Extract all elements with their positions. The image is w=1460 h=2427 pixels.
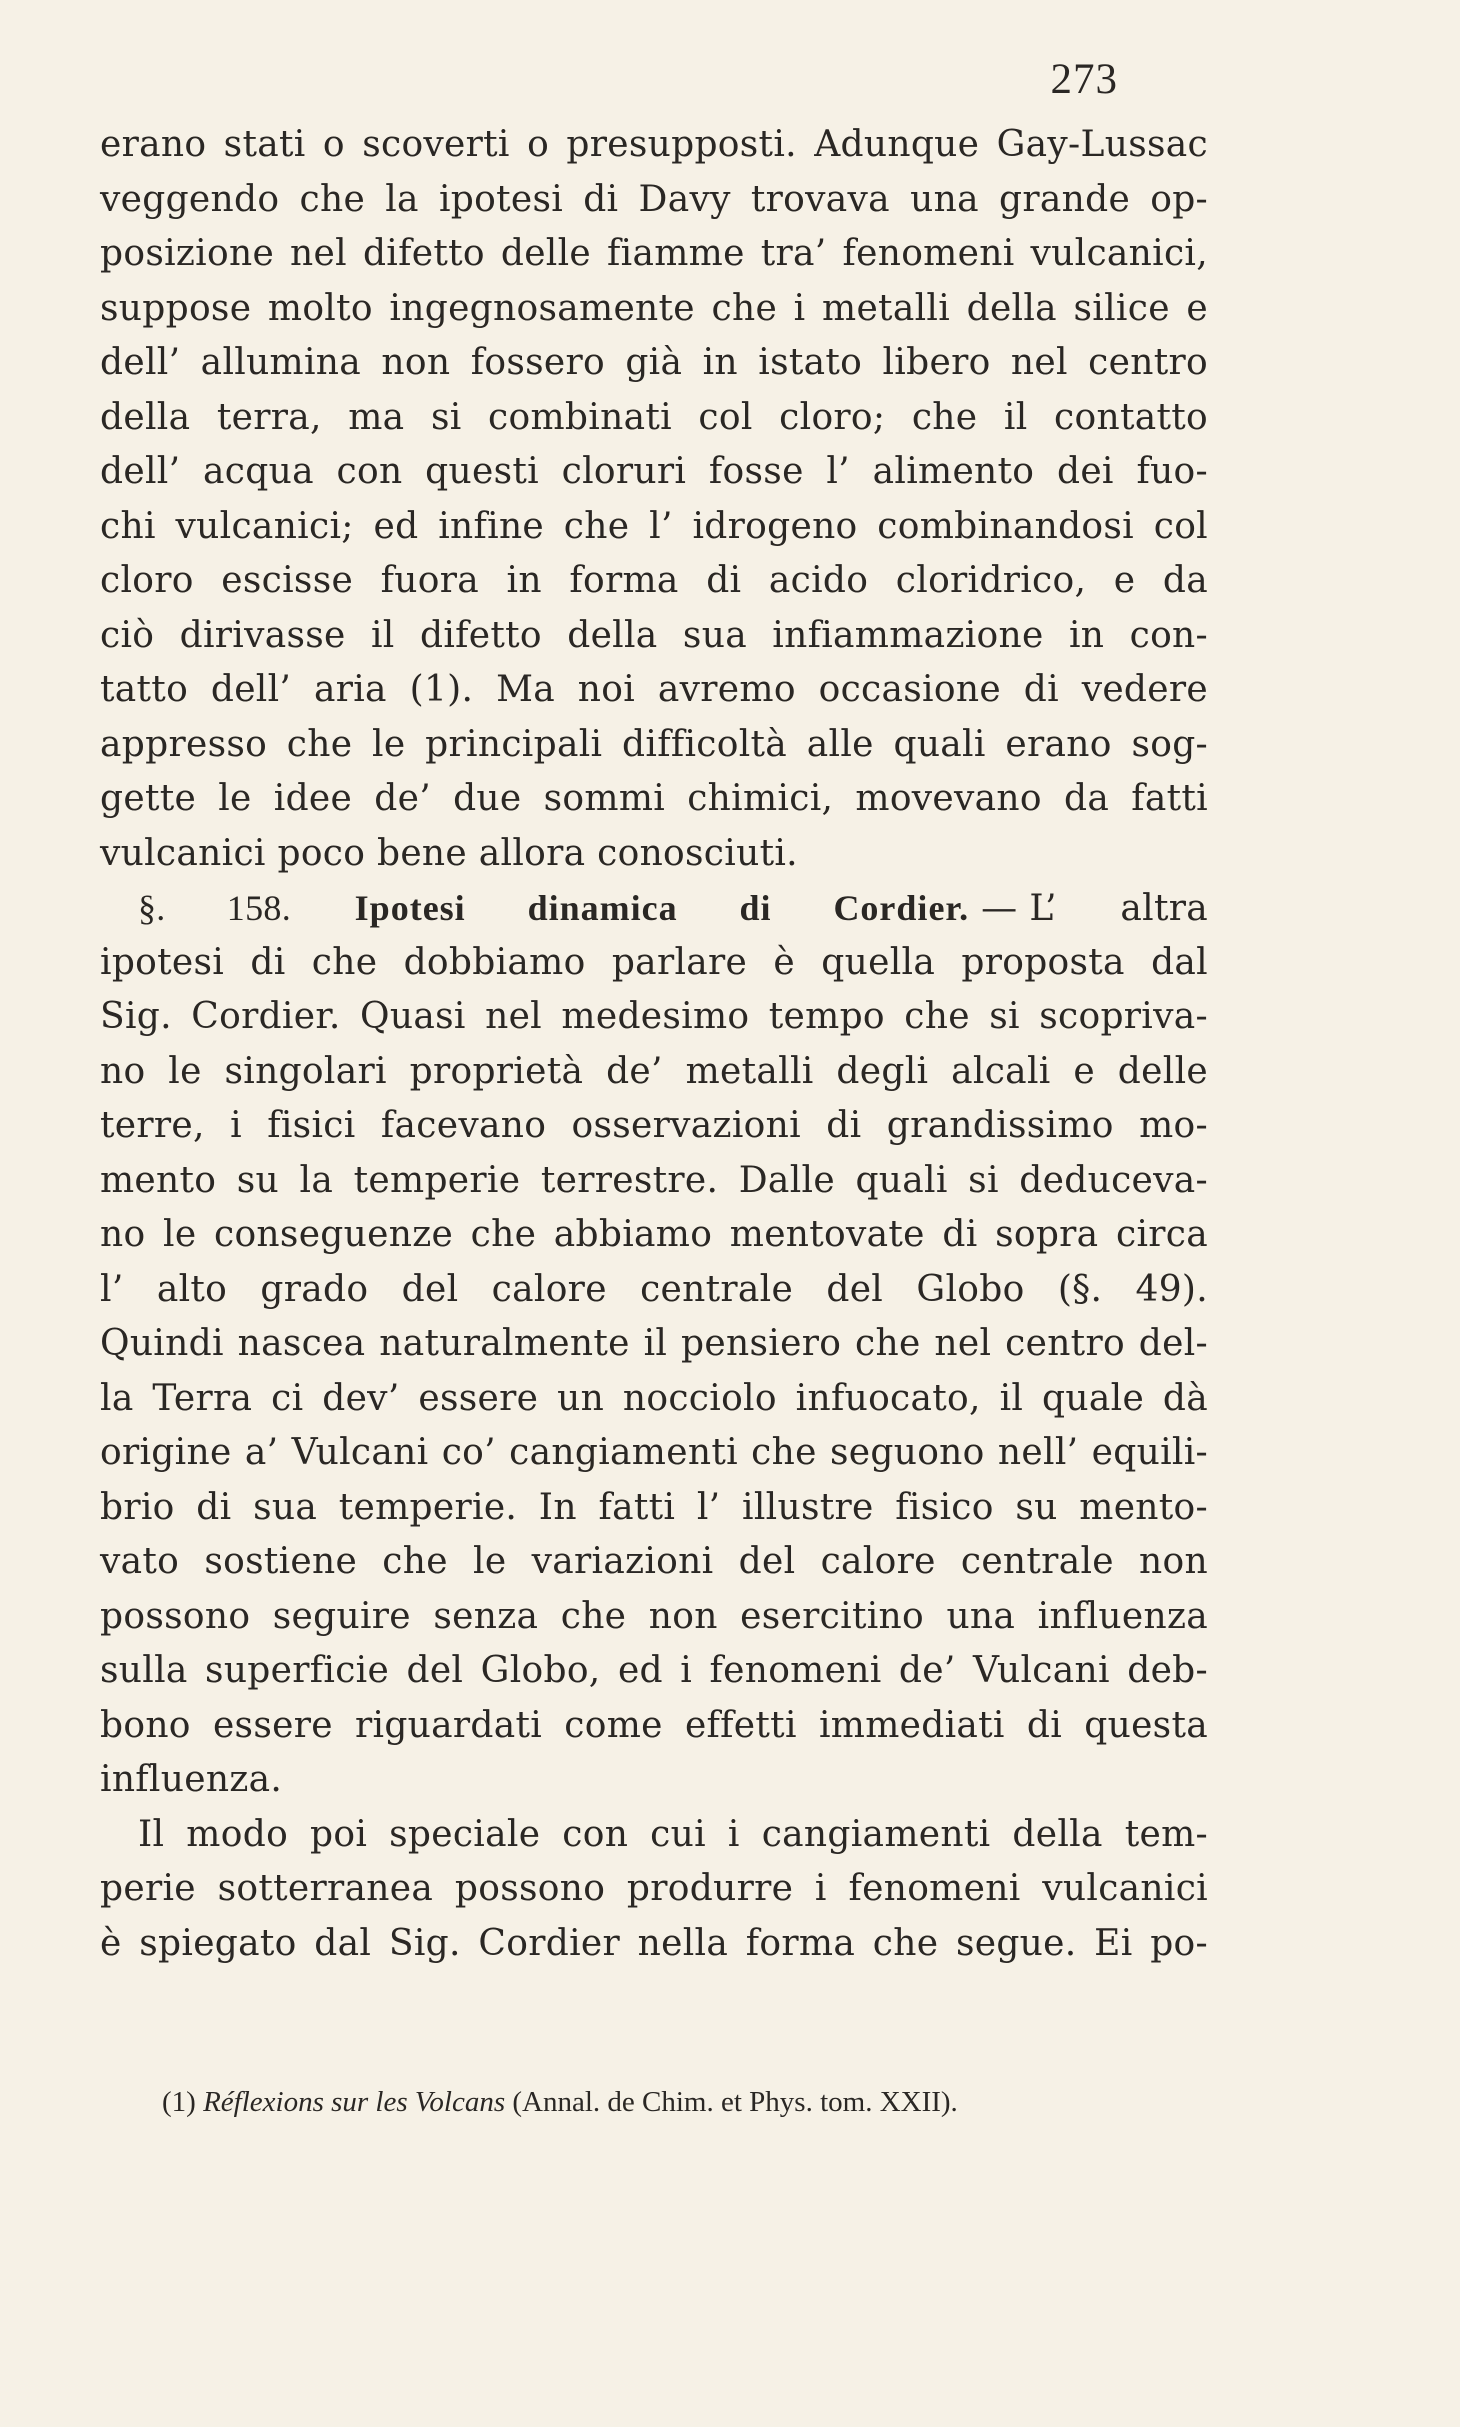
text-line: brio di sua temperie. In fatti l’ illustre fisico su mento- [100, 1486, 1208, 1528]
text-line: bono essere riguardati come effetti immediati di questa [100, 1704, 1208, 1746]
section-number: §. 158. [138, 888, 292, 928]
text-line: ciò dirivasse il difetto della sua infiammazione in con- [100, 614, 1208, 656]
text-line: tatto dell’ aria (1). Ma noi avremo occasione di vedere [100, 669, 1208, 710]
text-line: Quindi nascea naturalmente il pensiero che nel centro del- [100, 1323, 1208, 1364]
text-line: Il modo poi speciale con cui i cangiamenti della tem- [138, 1813, 1208, 1855]
section-heading: Ipotesi dinamica di Cordier. [354, 888, 970, 928]
text-line: veggendo che la ipotesi di Davy trovava una grande op- [100, 178, 1208, 220]
text-line: appresso che le principali difficoltà alle quali erano sog- [100, 723, 1208, 765]
text-line: no le conseguenze che abbiamo mentovate di sopra circa [100, 1214, 1208, 1255]
text-line: posizione nel difetto delle fiamme tra’ fenomeni vulcanici, [100, 233, 1208, 274]
text-line: l’ alto grado del calore centrale del Globo (§. 49). [100, 1268, 1208, 1310]
text-line: suppose molto ingegnosamente che i metalli della silice e [100, 287, 1208, 329]
page-number: 273 [1050, 56, 1118, 103]
text-line: vulcanici poco bene allora conosciuti. [100, 832, 798, 874]
text-line: origine a’ Vulcani co’ cangiamenti che seguono nell’ equili- [100, 1432, 1208, 1473]
text-line: ipotesi di che dobbiamo parlare è quella proposta dal [100, 941, 1208, 983]
footnote [162, 2085, 1202, 2120]
text-line: dell’ allumina non fossero già in istato libero nel centro [100, 342, 1208, 383]
text-line: è spiegato dal Sig. Cordier nella forma che segue. Ei po- [100, 1922, 1208, 1964]
text-line: dell’ acqua con questi cloruri fosse l’ alimento dei fuo- [100, 451, 1208, 492]
footnote-marker: (1) [162, 2086, 196, 2118]
section-heading-line [100, 881, 1208, 936]
text-line: terre, i fisici facevano osservazioni di grandissimo mo- [100, 1105, 1208, 1146]
text-line: vato sostiene che le variazioni del calore centrale non [100, 1541, 1208, 1582]
text-line: L’ altra [1029, 888, 1208, 929]
text-line: Sig. Cordier. Quasi nel medesimo tempo che si scopriva- [100, 996, 1208, 1037]
em-dash: — [981, 888, 1018, 929]
footnote-title: Réflexions sur les Volcans [203, 2086, 506, 2118]
text-line: no le singolari proprietà de’ metalli degli alcali e delle [100, 1050, 1208, 1092]
text-line: possono seguire senza che non esercitino una influenza [100, 1595, 1208, 1637]
footnote-source: (Annal. de Chim. et Phys. tom. XXII). [512, 2086, 958, 2118]
text-line: della terra, ma si combinati col cloro; che il contatto [100, 396, 1208, 438]
text-line: erano stati o scoverti o presupposti. Adunque Gay-Lussac [100, 124, 1208, 165]
text-line: mento su la temperie terrestre. Dalle quali si deduceva- [100, 1159, 1208, 1201]
text-line: la Terra ci dev’ essere un nocciolo infuocato, il quale dà [100, 1377, 1208, 1419]
text-line: perie sotterranea possono produrre i fenomeni vulcanici [100, 1868, 1208, 1909]
text-line: chi vulcanici; ed infine che l’ idrogeno combinandosi col [100, 505, 1208, 547]
text-line: cloro escisse fuora in forma di acido cloridrico, e da [100, 560, 1208, 601]
body-text [100, 118, 1208, 1971]
text-line: sulla superficie del Globo, ed i fenomeni de’ Vulcani deb- [100, 1650, 1208, 1691]
text-line: influenza. [100, 1759, 283, 1800]
text-line: gette le idee de’ due sommi chimici, movevano da fatti [100, 778, 1208, 819]
